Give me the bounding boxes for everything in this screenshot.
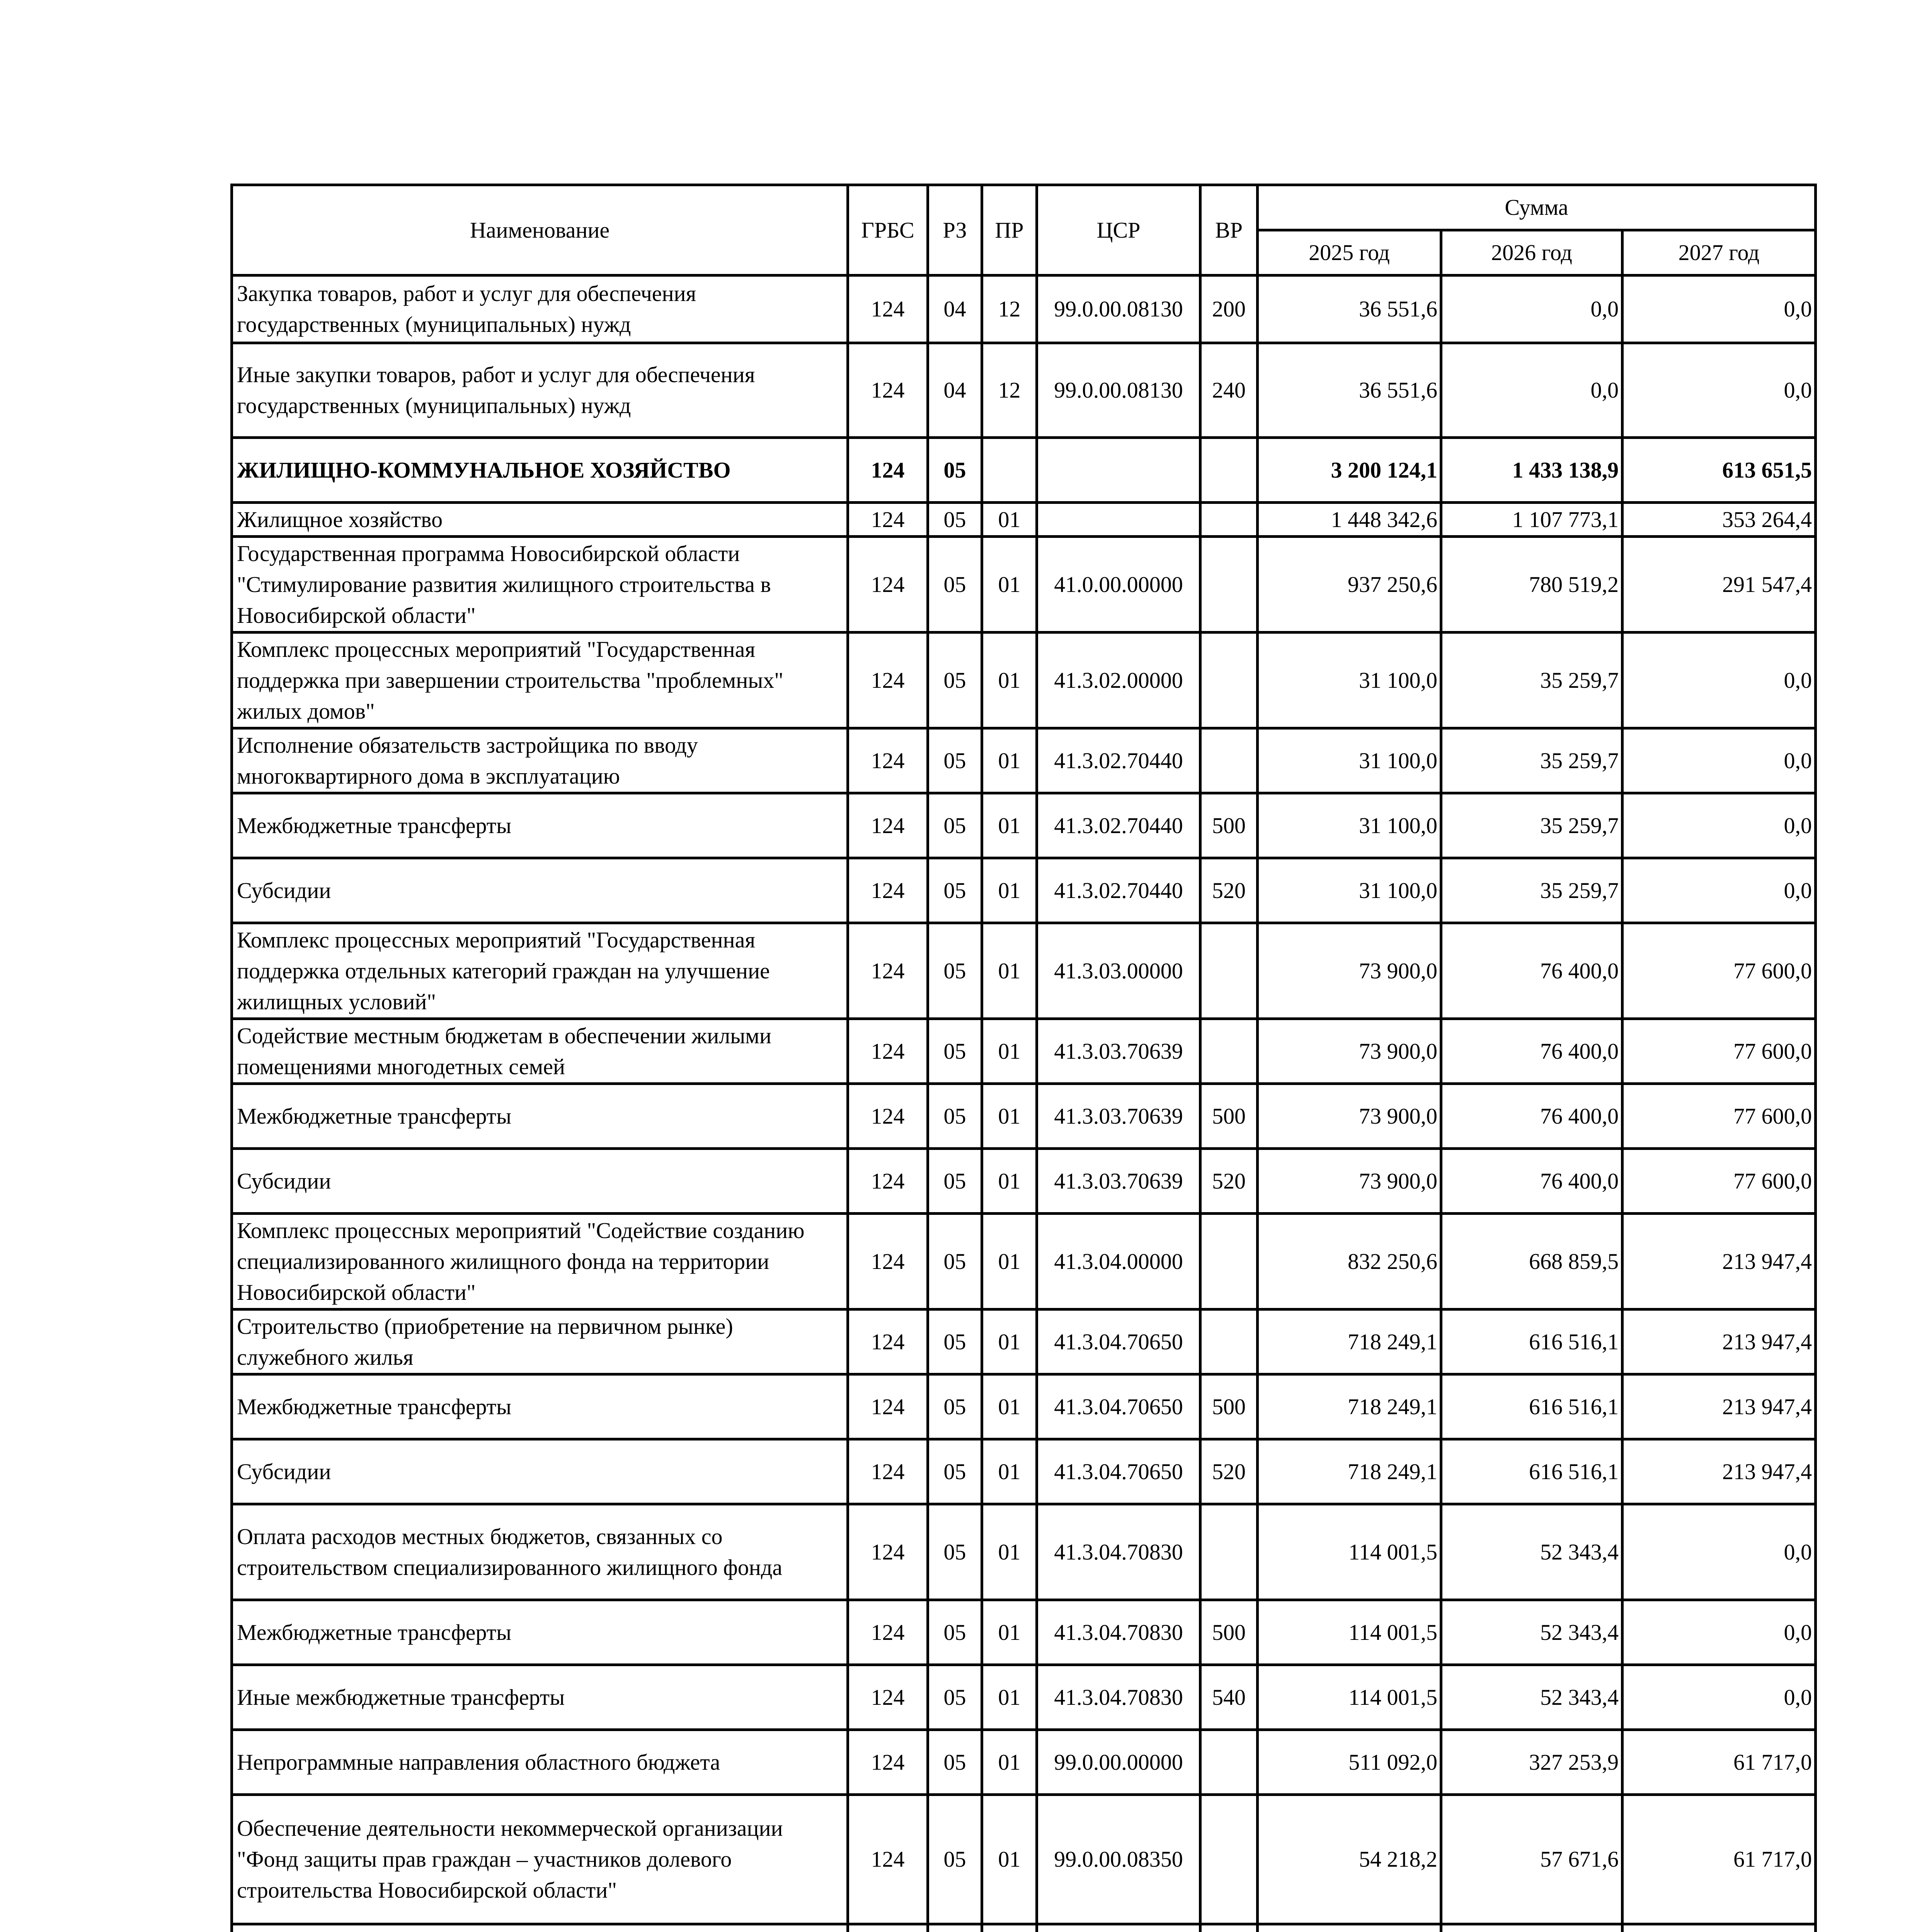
cell-2027: 0,0	[1622, 793, 1816, 858]
cell-2025: 31 100,0	[1258, 858, 1441, 923]
cell-2026	[1441, 1924, 1622, 1932]
cell-2027: 213 947,4	[1622, 1439, 1816, 1504]
cell-2027: 77 600,0	[1622, 1084, 1816, 1149]
cell-vr: 500	[1200, 1600, 1258, 1665]
cell-rz: 05	[928, 1214, 982, 1310]
cell-2026: 57 671,6	[1441, 1795, 1622, 1924]
cell-pr: 01	[982, 1214, 1037, 1310]
cell-pr: 01	[982, 1019, 1037, 1084]
cell-csr: 41.3.03.70639	[1037, 1084, 1200, 1149]
cell-name: Субсидии	[232, 1149, 848, 1214]
cell-name: Иные закупки товаров, работ и услуг для обеспечения государственных (муниципальных) нужд	[232, 343, 848, 438]
cell-2026: 76 400,0	[1441, 1019, 1622, 1084]
cell-name: Содействие местным бюджетам в обеспечении жилыми помещениями многодетных семей	[232, 1019, 848, 1084]
cell-rz: 05	[928, 1730, 982, 1795]
cell-2025: 114 001,5	[1258, 1600, 1441, 1665]
cell-vr: 520	[1200, 1439, 1258, 1504]
cell-2026: 52 343,4	[1441, 1504, 1622, 1600]
cell-pr: 01	[982, 858, 1037, 923]
cell-2026: 0,0	[1441, 276, 1622, 343]
table-row	[232, 276, 1816, 343]
cell-name: Комплекс процессных мероприятий "Государственная поддержка при завершении строительства "проблемных" жилых домов"	[232, 633, 848, 728]
cell-vr	[1200, 503, 1258, 537]
cell-csr: 99.0.00.08130	[1037, 276, 1200, 343]
cell-csr	[1037, 438, 1200, 503]
cell-2026: 76 400,0	[1441, 1149, 1622, 1214]
cell-2027: 61 717,0	[1622, 1730, 1816, 1795]
cell-rz: 05	[928, 633, 982, 728]
cell-2025: 114 001,5	[1258, 1665, 1441, 1730]
table-row	[232, 1214, 1816, 1310]
cell-pr: 01	[982, 1084, 1037, 1149]
cell-vr	[1200, 1214, 1258, 1310]
cell-grbs: 124	[848, 438, 928, 503]
cell-2025: 73 900,0	[1258, 1019, 1441, 1084]
cell-2025: 73 900,0	[1258, 1149, 1441, 1214]
cell-rz: 05	[928, 1149, 982, 1214]
cell-vr: 520	[1200, 858, 1258, 923]
cell-csr: 41.3.03.70639	[1037, 1149, 1200, 1214]
header-sum: Сумма	[1258, 185, 1816, 230]
table-row	[232, 1795, 1816, 1924]
cell-rz: 05	[928, 1665, 982, 1730]
cell-pr	[982, 1924, 1037, 1932]
cell-pr: 01	[982, 1310, 1037, 1374]
table-row	[232, 343, 1816, 438]
cell-rz: 05	[928, 1374, 982, 1439]
cell-grbs: 124	[848, 1149, 928, 1214]
cell-rz: 05	[928, 793, 982, 858]
cell-rz: 05	[928, 1795, 982, 1924]
cell-pr: 01	[982, 1374, 1037, 1439]
cell-csr: 41.0.00.00000	[1037, 537, 1200, 633]
cell-rz: 05	[928, 1310, 982, 1374]
cell-grbs: 124	[848, 537, 928, 633]
cell-2026: 52 343,4	[1441, 1600, 1622, 1665]
cell-2026: 1 107 773,1	[1441, 503, 1622, 537]
cell-name: Строительство (приобретение на первичном рынке) служебного жилья	[232, 1310, 848, 1374]
cell-2025: 31 100,0	[1258, 728, 1441, 793]
cell-pr: 01	[982, 633, 1037, 728]
cell-2027: 0,0	[1622, 276, 1816, 343]
cell-name: Оплата расходов местных бюджетов, связанных со строительством специализированного жилищного фонда	[232, 1504, 848, 1600]
cell-2026: 668 859,5	[1441, 1214, 1622, 1310]
cell-grbs: 124	[848, 633, 928, 728]
cell-csr: 41.3.02.70440	[1037, 858, 1200, 923]
cell-csr: 99.0.00.08350	[1037, 1795, 1200, 1924]
cell-csr: 41.3.04.70650	[1037, 1310, 1200, 1374]
cell-2026: 76 400,0	[1441, 1084, 1622, 1149]
table-row	[232, 793, 1816, 858]
cell-pr: 01	[982, 1600, 1037, 1665]
cell-csr: 41.3.02.70440	[1037, 793, 1200, 858]
cell-name: Исполнение обязательств застройщика по вводу многоквартирного дома в эксплуатацию	[232, 728, 848, 793]
cell-2027: 0,0	[1622, 1504, 1816, 1600]
cell-rz: 05	[928, 1600, 982, 1665]
header-vr: ВР	[1200, 185, 1258, 276]
header-rz: РЗ	[928, 185, 982, 276]
cell-2026: 616 516,1	[1441, 1310, 1622, 1374]
cell-grbs: 124	[848, 1019, 928, 1084]
cell-2025: 31 100,0	[1258, 633, 1441, 728]
header-pr: ПР	[982, 185, 1037, 276]
cell-grbs: 124	[848, 1795, 928, 1924]
cell-rz: 05	[928, 1439, 982, 1504]
cell-2027: 61 717,0	[1622, 1795, 1816, 1924]
cell-rz: 05	[928, 1504, 982, 1600]
table-row	[232, 923, 1816, 1019]
cell-csr: 41.3.04.70650	[1037, 1374, 1200, 1439]
cell-vr: 520	[1200, 1149, 1258, 1214]
cell-2026: 616 516,1	[1441, 1374, 1622, 1439]
table-row	[232, 1149, 1816, 1214]
cell-pr: 01	[982, 1504, 1037, 1600]
cell-pr: 01	[982, 503, 1037, 537]
cell-grbs: 124	[848, 728, 928, 793]
cell-csr: 41.3.04.70830	[1037, 1504, 1200, 1600]
header-grbs: ГРБС	[848, 185, 928, 276]
cell-2027: 77 600,0	[1622, 1019, 1816, 1084]
cell-2025: 1 448 342,6	[1258, 503, 1441, 537]
cell-rz: 05	[928, 1019, 982, 1084]
cell-vr: 200	[1200, 276, 1258, 343]
cell-grbs: 124	[848, 343, 928, 438]
cell-grbs: 124	[848, 1600, 928, 1665]
cell-grbs: 124	[848, 1374, 928, 1439]
cell-name: Государственная программа Новосибирской области "Стимулирование развития жилищного строительства в Новосибирской области"	[232, 537, 848, 633]
cell-vr	[1200, 633, 1258, 728]
cell-name: Закупка товаров, работ и услуг для обеспечения государственных (муниципальных) нужд	[232, 276, 848, 343]
cell-2025: 36 551,6	[1258, 276, 1441, 343]
cell-vr	[1200, 923, 1258, 1019]
cell-pr	[982, 438, 1037, 503]
table-row	[232, 1924, 1816, 1932]
cell-name: Субсидии	[232, 1439, 848, 1504]
cell-2027: 0,0	[1622, 728, 1816, 793]
cell-vr	[1200, 1019, 1258, 1084]
cell-pr: 01	[982, 728, 1037, 793]
cell-pr: 01	[982, 537, 1037, 633]
cell-name: Комплекс процессных мероприятий "Государственная поддержка отдельных категорий граждан на улучшение жилищных условий"	[232, 923, 848, 1019]
cell-2026: 52 343,4	[1441, 1665, 1622, 1730]
cell-2026: 616 516,1	[1441, 1439, 1622, 1504]
cell-2027: 0,0	[1622, 633, 1816, 728]
cell-2025: 511 092,0	[1258, 1730, 1441, 1795]
cell-name: Обеспечение деятельности некоммерческой организации "Фонд защиты прав граждан – участников долевого строительства Новосибирской области"	[232, 1795, 848, 1924]
cell-vr: 240	[1200, 343, 1258, 438]
cell-name	[232, 1924, 848, 1932]
cell-pr: 01	[982, 1795, 1037, 1924]
cell-vr	[1200, 1730, 1258, 1795]
cell-2027: 213 947,4	[1622, 1214, 1816, 1310]
cell-2027: 353 264,4	[1622, 503, 1816, 537]
table-row	[232, 1665, 1816, 1730]
cell-2026: 1 433 138,9	[1441, 438, 1622, 503]
table-row	[232, 728, 1816, 793]
cell-csr	[1037, 503, 1200, 537]
cell-2027	[1622, 1924, 1816, 1932]
table-row	[232, 1600, 1816, 1665]
cell-grbs: 124	[848, 1310, 928, 1374]
cell-csr	[1037, 1924, 1200, 1932]
cell-2027: 0,0	[1622, 1600, 1816, 1665]
table-row	[232, 633, 1816, 728]
cell-pr: 01	[982, 1665, 1037, 1730]
cell-grbs: 124	[848, 1504, 928, 1600]
cell-2026: 35 259,7	[1441, 728, 1622, 793]
cell-2025: 36 551,6	[1258, 343, 1441, 438]
cell-csr: 41.3.04.00000	[1037, 1214, 1200, 1310]
cell-grbs: 124	[848, 1439, 928, 1504]
cell-csr: 41.3.04.70830	[1037, 1665, 1200, 1730]
cell-vr: 500	[1200, 1084, 1258, 1149]
cell-csr: 41.3.03.00000	[1037, 923, 1200, 1019]
table-row	[232, 1374, 1816, 1439]
header-year-2027: 2027 год	[1622, 230, 1816, 276]
header-year-2026: 2026 год	[1441, 230, 1622, 276]
cell-vr	[1200, 438, 1258, 503]
cell-2027: 213 947,4	[1622, 1310, 1816, 1374]
cell-2025: 114 001,5	[1258, 1504, 1441, 1600]
cell-name: Непрограммные направления областного бюджета	[232, 1730, 848, 1795]
cell-2026: 35 259,7	[1441, 858, 1622, 923]
cell-pr: 01	[982, 793, 1037, 858]
cell-name: Межбюджетные трансферты	[232, 793, 848, 858]
cell-vr: 500	[1200, 1374, 1258, 1439]
cell-grbs: 124	[848, 503, 928, 537]
cell-vr	[1200, 1310, 1258, 1374]
cell-vr: 500	[1200, 793, 1258, 858]
cell-2027: 0,0	[1622, 343, 1816, 438]
header-csr: ЦСР	[1037, 185, 1200, 276]
cell-grbs: 124	[848, 1730, 928, 1795]
cell-grbs: 124	[848, 1084, 928, 1149]
cell-vr	[1200, 1795, 1258, 1924]
cell-2027: 291 547,4	[1622, 537, 1816, 633]
cell-rz: 05	[928, 503, 982, 537]
table-body	[232, 276, 1816, 1932]
cell-rz: 05	[928, 438, 982, 503]
cell-rz: 05	[928, 858, 982, 923]
cell-rz: 05	[928, 537, 982, 633]
cell-rz: 05	[928, 1084, 982, 1149]
cell-2026: 327 253,9	[1441, 1730, 1622, 1795]
cell-name: ЖИЛИЩНО-КОММУНАЛЬНОЕ ХОЗЯЙСТВО	[232, 438, 848, 503]
cell-pr: 12	[982, 343, 1037, 438]
cell-rz: 05	[928, 923, 982, 1019]
cell-rz: 04	[928, 343, 982, 438]
cell-2025: 3 200 124,1	[1258, 438, 1441, 503]
cell-2025: 718 249,1	[1258, 1374, 1441, 1439]
cell-2025: 73 900,0	[1258, 1084, 1441, 1149]
cell-2026: 0,0	[1441, 343, 1622, 438]
cell-pr: 01	[982, 1730, 1037, 1795]
table-row	[232, 1730, 1816, 1795]
cell-csr: 41.3.02.00000	[1037, 633, 1200, 728]
cell-grbs: 124	[848, 923, 928, 1019]
cell-vr	[1200, 1924, 1258, 1932]
header-year-2025: 2025 год	[1258, 230, 1441, 276]
cell-2025: 54 218,2	[1258, 1795, 1441, 1924]
cell-grbs: 124	[848, 1665, 928, 1730]
cell-2025: 937 250,6	[1258, 537, 1441, 633]
cell-rz: 05	[928, 728, 982, 793]
table-row	[232, 1439, 1816, 1504]
cell-2027: 213 947,4	[1622, 1374, 1816, 1439]
cell-2025: 73 900,0	[1258, 923, 1441, 1019]
cell-vr	[1200, 1504, 1258, 1600]
cell-2025: 31 100,0	[1258, 793, 1441, 858]
cell-2027: 77 600,0	[1622, 923, 1816, 1019]
cell-grbs: 124	[848, 276, 928, 343]
cell-2025: 832 250,6	[1258, 1214, 1441, 1310]
table-row	[232, 537, 1816, 633]
budget-table	[230, 184, 1817, 1932]
cell-name: Межбюджетные трансферты	[232, 1600, 848, 1665]
cell-name: Жилищное хозяйство	[232, 503, 848, 537]
cell-grbs	[848, 1924, 928, 1932]
cell-name: Межбюджетные трансферты	[232, 1084, 848, 1149]
cell-csr: 99.0.00.08130	[1037, 343, 1200, 438]
cell-2025	[1258, 1924, 1441, 1932]
cell-grbs: 124	[848, 1214, 928, 1310]
cell-name: Межбюджетные трансферты	[232, 1374, 848, 1439]
cell-vr: 540	[1200, 1665, 1258, 1730]
table-row	[232, 438, 1816, 503]
cell-2025: 718 249,1	[1258, 1310, 1441, 1374]
cell-pr: 01	[982, 1149, 1037, 1214]
cell-grbs: 124	[848, 793, 928, 858]
table-row	[232, 1084, 1816, 1149]
cell-2026: 35 259,7	[1441, 793, 1622, 858]
cell-vr	[1200, 537, 1258, 633]
cell-name: Комплекс процессных мероприятий "Содействие созданию специализированного жилищного фонда на территории Новосибирской области"	[232, 1214, 848, 1310]
cell-rz	[928, 1924, 982, 1932]
cell-grbs: 124	[848, 858, 928, 923]
cell-pr: 12	[982, 276, 1037, 343]
cell-csr: 99.0.00.00000	[1037, 1730, 1200, 1795]
cell-name: Иные межбюджетные трансферты	[232, 1665, 848, 1730]
cell-2027: 0,0	[1622, 1665, 1816, 1730]
table-row	[232, 1504, 1816, 1600]
table-row	[232, 1310, 1816, 1374]
cell-vr	[1200, 728, 1258, 793]
cell-2026: 780 519,2	[1441, 537, 1622, 633]
cell-name: Субсидии	[232, 858, 848, 923]
cell-2027: 613 651,5	[1622, 438, 1816, 503]
cell-2026: 35 259,7	[1441, 633, 1622, 728]
table-row	[232, 1019, 1816, 1084]
cell-2026: 76 400,0	[1441, 923, 1622, 1019]
header-name: Наименование	[232, 185, 848, 276]
cell-csr: 41.3.04.70830	[1037, 1600, 1200, 1665]
cell-pr: 01	[982, 1439, 1037, 1504]
cell-rz: 04	[928, 276, 982, 343]
cell-pr: 01	[982, 923, 1037, 1019]
table-row	[232, 858, 1816, 923]
table-row	[232, 503, 1816, 537]
cell-2027: 0,0	[1622, 858, 1816, 923]
cell-2027: 77 600,0	[1622, 1149, 1816, 1214]
cell-csr: 41.3.02.70440	[1037, 728, 1200, 793]
cell-2025: 718 249,1	[1258, 1439, 1441, 1504]
cell-csr: 41.3.04.70650	[1037, 1439, 1200, 1504]
cell-csr: 41.3.03.70639	[1037, 1019, 1200, 1084]
